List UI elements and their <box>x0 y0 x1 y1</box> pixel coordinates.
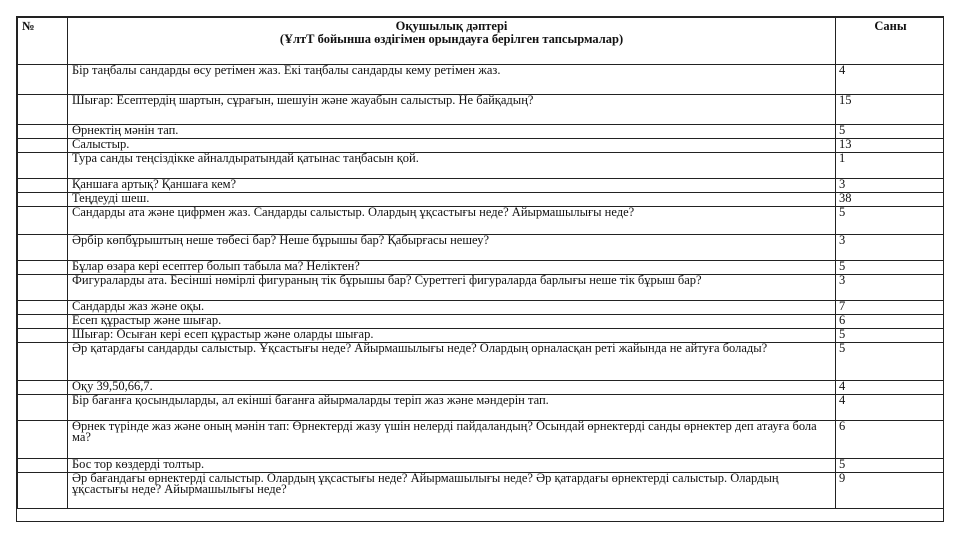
task-cell: Фигураларды ата. Бесінші нөмірлі фигураның тік бұрышы бар? Суреттегі фигуралардa барлығы неше тік бұрыш бар? <box>68 275 836 301</box>
count-cell: 4 <box>836 395 945 421</box>
row-number-cell <box>18 193 68 207</box>
task-cell: Теңдеуді шеш. <box>68 193 836 207</box>
table-row <box>18 207 945 235</box>
count-cell: 4 <box>836 381 945 395</box>
row-number-cell <box>18 207 68 235</box>
count-cell: 1 <box>836 153 945 179</box>
count-cell: 13 <box>836 139 945 153</box>
row-number-cell <box>18 329 68 343</box>
task-column-subtitle: (ҰлтТ бойынша өздігімен орындауға берілген тапсырмалар) <box>279 32 624 46</box>
task-cell: Сандарды ата және цифрмен жаз. Сандарды салыстыр. Олардың ұқсастығы неде? Айырмашылығы неде? <box>68 207 836 235</box>
table-row <box>18 125 945 139</box>
table-row <box>18 65 945 95</box>
task-table-sheet <box>16 16 944 522</box>
row-number-cell <box>18 65 68 95</box>
row-number-cell <box>18 139 68 153</box>
table-row <box>18 343 945 381</box>
row-number-cell <box>18 343 68 381</box>
task-cell: Әр бағандағы өрнектерді салыстыр. Олардың ұқсастығы неде? Айырмашылығы неде? Әр қатардағы өрнектерді салыстыр. Олардың ұқсастығы неде? Айырмашылығы неде? <box>68 473 836 509</box>
count-column-header: Саны <box>836 18 945 65</box>
row-number-cell <box>18 275 68 301</box>
task-cell: Есеп құрастыр және шығар. <box>68 315 836 329</box>
task-cell: Оқу 39,50,66,7. <box>68 381 836 395</box>
row-number-cell <box>18 125 68 139</box>
row-number-cell <box>18 301 68 315</box>
count-cell: 5 <box>836 343 945 381</box>
count-cell: 38 <box>836 193 945 207</box>
row-number-cell <box>18 153 68 179</box>
table-row <box>18 301 945 315</box>
table-row <box>18 275 945 301</box>
count-cell: 6 <box>836 421 945 459</box>
task-cell: Бос тор көздерді толтыр. <box>68 459 836 473</box>
table-row <box>18 315 945 329</box>
task-table <box>17 17 944 509</box>
task-cell: Салыстыр. <box>68 139 836 153</box>
table-row <box>18 235 945 261</box>
row-number-cell <box>18 315 68 329</box>
task-cell: Бір таңбалы сандарды өсу ретімен жаз. Екі таңбалы сандарды кему ретімен жаз. <box>68 65 836 95</box>
row-number-cell <box>18 421 68 459</box>
table-row <box>18 381 945 395</box>
task-column-header <box>68 18 836 65</box>
count-cell: 6 <box>836 315 945 329</box>
row-number-cell <box>18 95 68 125</box>
task-cell: Сандарды жаз және оқы. <box>68 301 836 315</box>
row-number-cell <box>18 381 68 395</box>
task-cell: Қаншаға артық? Қаншаға кем? <box>68 179 836 193</box>
table-row <box>18 329 945 343</box>
count-cell: 5 <box>836 207 945 235</box>
table-row <box>18 139 945 153</box>
table-row <box>18 179 945 193</box>
count-cell: 15 <box>836 95 945 125</box>
number-column-header: № <box>18 18 68 65</box>
task-cell: Тура санды теңсіздікке айналдыратындай қатынас таңбасын қой. <box>68 153 836 179</box>
task-cell: Өрнектің мәнін тап. <box>68 125 836 139</box>
task-cell: Шығар: Осыған кері есеп құрастыр және оларды шығар. <box>68 329 836 343</box>
count-cell: 9 <box>836 473 945 509</box>
row-number-cell <box>18 395 68 421</box>
table-row <box>18 473 945 509</box>
table-row <box>18 95 945 125</box>
count-cell: 4 <box>836 65 945 95</box>
count-cell: 7 <box>836 301 945 315</box>
task-cell: Шығар: Есептердің шартын, сұрағын, шешуін және жауабын салыстыр. Не байқадың? <box>68 95 836 125</box>
count-cell: 3 <box>836 275 945 301</box>
table-header-row <box>18 18 945 65</box>
count-cell: 5 <box>836 261 945 275</box>
table-row <box>18 261 945 275</box>
task-cell: Әр қатардағы сандарды салыстыр. Ұқсастығы неде? Айырмашылығы неде? Олардың орналасқан реті жайында не айтуға болады? <box>68 343 836 381</box>
row-number-cell <box>18 179 68 193</box>
table-row <box>18 421 945 459</box>
count-cell: 5 <box>836 459 945 473</box>
task-column-title: Оқушылық дәптері <box>395 19 508 33</box>
table-row <box>18 459 945 473</box>
task-cell: Бір бағанға қосындыларды, ал екінші бағанға айырмаларды теріп жаз және мәндерін тап. <box>68 395 836 421</box>
row-number-cell <box>18 261 68 275</box>
row-number-cell <box>18 473 68 509</box>
count-cell: 3 <box>836 235 945 261</box>
count-cell: 5 <box>836 329 945 343</box>
task-cell: Әрбір көпбұрыштың неше төбесі бар? Неше бұрышы бар? Қабырғасы нешеу? <box>68 235 836 261</box>
row-number-cell <box>18 235 68 261</box>
table-row <box>18 395 945 421</box>
table-row <box>18 153 945 179</box>
row-number-cell <box>18 459 68 473</box>
table-row <box>18 193 945 207</box>
task-cell: Бұлар өзара кері есептер болып табыла ма? Неліктен? <box>68 261 836 275</box>
count-cell: 3 <box>836 179 945 193</box>
count-cell: 5 <box>836 125 945 139</box>
task-cell: Өрнек түрінде жаз және оның мәнін тап: Өрнектерді жазу үшін нелерді пайдаландың? Осындай өрнектерді санды өрнектер деп атауға бола ма? <box>68 421 836 459</box>
